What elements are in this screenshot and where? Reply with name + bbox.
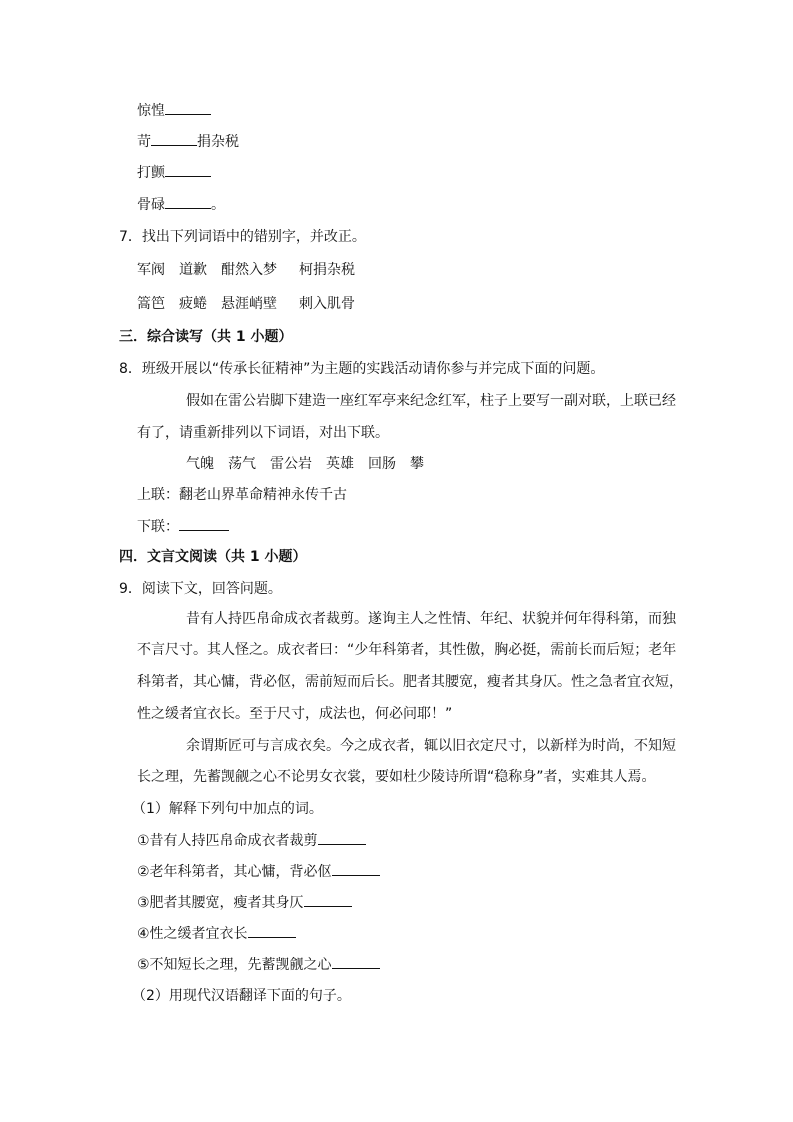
q6-item-3: [137, 162, 211, 182]
q9-passage-line-1: 昔有人持匹帛命成衣者裁剪。遂询主人之性情、年纪、状貌并何年得科第，而独: [186, 611, 676, 627]
section-3-heading: 三．综合读写（共 1 小题）: [119, 329, 293, 345]
q8-question: 8．班级开展以“传承长征精神”为主题的实践活动请你参与并完成下面的问题。: [119, 361, 605, 377]
answer-blank[interactable]: [165, 100, 211, 115]
q6-item-2: [137, 131, 239, 151]
q6-item-4-suffix: 。: [211, 197, 225, 213]
q7-word: 篙笆: [137, 296, 165, 312]
q7-word: 柯捐杂税: [299, 262, 355, 278]
q9-passage-line-6: 长之理，先蓄觊觎之心不论男女衣裳，要如杜少陵诗所谓“稳称身”者，实难其人焉。: [137, 769, 656, 785]
answer-blank[interactable]: [165, 194, 211, 209]
q6-item-1: [137, 100, 211, 120]
answer-blank[interactable]: [151, 131, 197, 146]
q9-item-1-text: ①昔有人持匹帛命成衣者裁剪: [137, 833, 318, 849]
q6-item-2-suffix: 捐杂税: [197, 134, 239, 150]
q7-question: 7．找出下列词语中的错别字，并改正。: [119, 229, 366, 245]
q9-passage-line-2: 不言尺寸。其人怪之。成衣者曰：“少年科第者，其性傲，胸必挺，需前长而后短；老年: [137, 642, 677, 658]
q9-question: 9．阅读下文，回答问题。: [119, 581, 282, 597]
q6-item-4: [137, 194, 225, 214]
q7-word: 悬涯峭壁: [221, 296, 277, 312]
q9-item-4-text: ④性之缓者宜衣长: [137, 926, 248, 942]
q8-paragraph-line-1: 假如在雷公岩脚下建造一座红军亭来纪念红军，柱子上要写一副对联，上联已经: [186, 393, 676, 409]
answer-blank[interactable]: [332, 861, 380, 876]
q9-subquestion-2: （2）用现代汉语翻译下面的句子。: [132, 988, 351, 1004]
q7-word: 道歉: [179, 262, 207, 278]
q9-passage-line-4: 性之缓者宜衣长。至于尺寸，成法也，何必问耶！”: [137, 706, 453, 722]
q8-word: 攀: [410, 456, 424, 472]
q8-word: 英雄: [326, 456, 354, 472]
answer-blank[interactable]: [332, 954, 380, 969]
q8-lower-couplet: [137, 516, 229, 536]
q6-item-1-text: 惊惶: [137, 103, 165, 119]
q6-item-4-text: 骨碌: [137, 197, 165, 213]
q7-row-2: [137, 294, 355, 314]
q7-word: 刺入肌骨: [299, 296, 355, 312]
q9-passage-line-5: 余谓斯匠可与言成衣矣。今之成衣者，辄以旧衣定尺寸，以新样为时尚，不知短: [186, 738, 676, 754]
q8-word-list: [186, 454, 424, 474]
q9-item-5-text: ⑤不知短长之理，先蓄觊觎之心: [137, 957, 332, 973]
q8-word: 气魄: [186, 456, 214, 472]
q9-item-1: [137, 830, 366, 850]
q9-subquestion-1: （1）解释下列句中加点的词。: [132, 801, 323, 817]
answer-blank[interactable]: [179, 516, 229, 531]
section-4-heading: 四．文言文阅读（共 1 小题）: [119, 549, 307, 565]
q8-word: 回肠: [368, 456, 396, 472]
q8-paragraph-line-2: 有了，请重新排列以下词语，对出下联。: [137, 425, 389, 441]
q9-item-4: [137, 923, 296, 943]
answer-blank[interactable]: [248, 923, 296, 938]
answer-blank[interactable]: [304, 892, 352, 907]
q8-word: 雷公岩: [270, 456, 312, 472]
q7-word: 酣然入梦: [221, 262, 277, 278]
q9-item-3-text: ③肥者其腰宽，瘦者其身仄: [137, 895, 304, 911]
answer-blank[interactable]: [165, 162, 211, 177]
q8-word: 荡气: [228, 456, 256, 472]
q6-item-3-text: 打颤: [137, 165, 165, 181]
q8-lower-label: 下联：: [137, 519, 179, 535]
q6-item-2-text: 苛: [137, 134, 151, 150]
q9-item-2: [137, 861, 380, 881]
q8-upper-couplet: 上联：翻老山界革命精神永传千古: [137, 487, 347, 503]
answer-blank[interactable]: [318, 830, 366, 845]
q9-item-3: [137, 892, 352, 912]
q9-item-5: [137, 954, 380, 974]
q7-word: 军阀: [137, 262, 165, 278]
q7-word: 疲蜷: [179, 296, 207, 312]
q7-row-1: [137, 260, 355, 280]
q9-passage-line-3: 科第者，其心慵，背必伛，需前短而后长。肥者其腰宽，瘦者其身仄。性之急者宜衣短，: [137, 674, 683, 690]
q9-item-2-text: ②老年科第者，其心慵，背必伛: [137, 864, 332, 880]
